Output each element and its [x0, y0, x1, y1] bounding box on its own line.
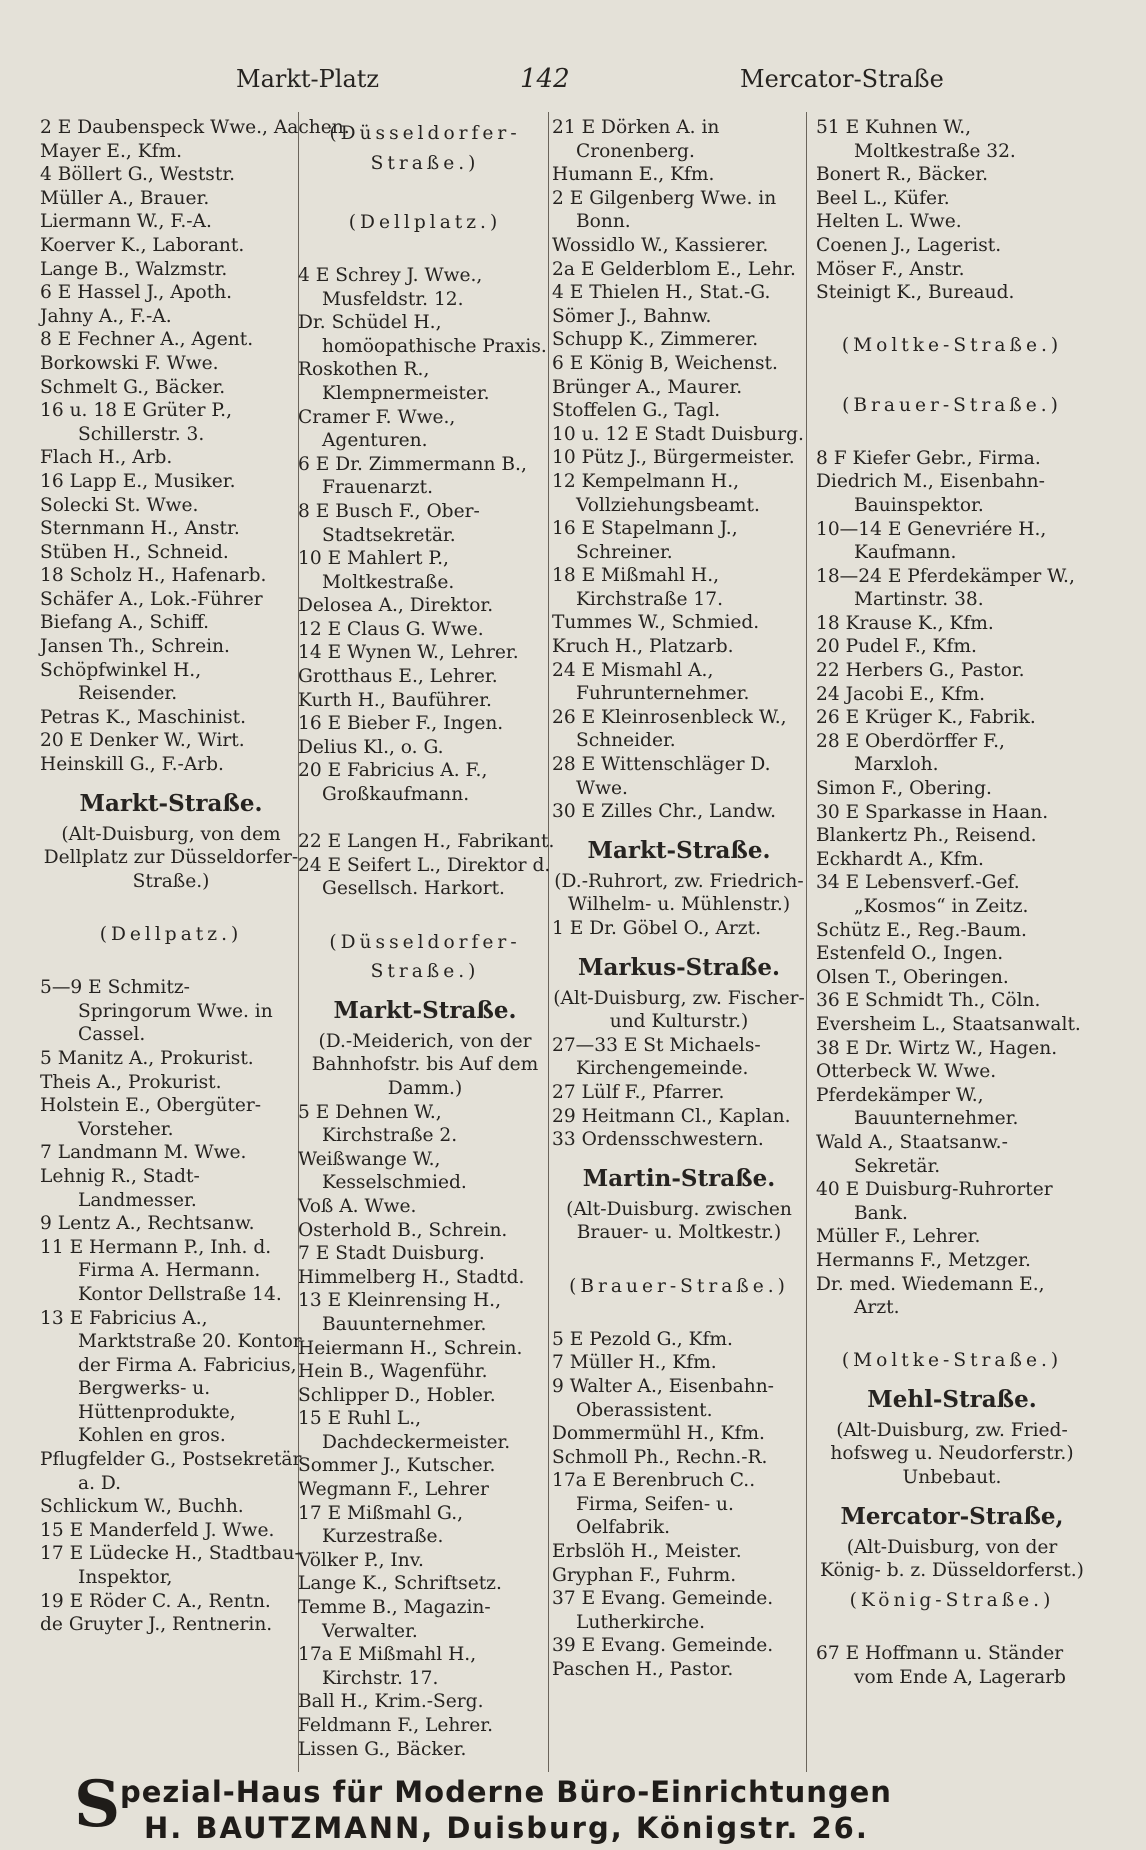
entry: 26 E Kleinrosenbleck W., Schneider. [552, 706, 787, 752]
entry: 38 E Dr. Wirtz W., Hagen. [816, 1037, 1058, 1059]
entry: 12 E Claus G. Wwe. [298, 618, 484, 640]
entry: 17 E Mißmahl G., Kurzestraße. [298, 1502, 464, 1548]
column-2 [298, 116, 555, 1764]
entry: Borkowski F. Wwe. [40, 352, 219, 374]
entry: Estenfeld O., Ingen. [816, 943, 1004, 965]
entry: Solecki St. Wwe. [40, 494, 199, 516]
entry: Liermann W., F.-A. [40, 211, 212, 233]
entry: 18 Krause K., Kfm. [816, 612, 994, 634]
entry: Himmelberg H., Stadtd. [298, 1266, 525, 1288]
street-note: Dellplatz zur Düsseldorfer- [43, 847, 299, 869]
entry: 20 E Denker W., Wirt. [40, 730, 245, 752]
entry: 51 E Kuhnen W., Moltkestraße 32. [816, 117, 1016, 162]
entry: Feldmann F., Lehrer. [298, 1715, 494, 1736]
advertisement-banner [74, 1767, 1076, 1846]
entry: 14 E Wynen W., Lehrer. [298, 642, 519, 664]
entry: 12 Kempelmann H., Vollziehungsbeamt. [552, 470, 760, 516]
entry: Ball H., Krim.-Serg. [298, 1691, 484, 1713]
entry: Stoffelen G., Tagl. [552, 400, 721, 422]
entry: 1 E Dr. Göbel O., Arzt. [552, 918, 761, 939]
entry: 15 E Ruhl L., Dachdeckermeister. [298, 1408, 511, 1453]
entry: Otterbeck W. Wwe. [816, 1061, 997, 1083]
column-1 [40, 116, 350, 1764]
entry: 10 Pütz J., Bürgermeister. [552, 447, 795, 469]
ad-line-2: H. BAUTZMANN, Duisburg, Königstr. 26. [144, 1811, 869, 1845]
entry: 13 E Fabricius A., Marktstraße 20. Kontor der Firma A. Fabricius, Bergwerks- u. Hüttenprodukte, Kohlen en gros. [40, 1307, 302, 1447]
street-note: hofsweg u. Neudorferstr.) [830, 1443, 1074, 1465]
entry: 5 Manitz A., Prokurist. [40, 1047, 254, 1069]
entry: Jansen Th., Schrein. [40, 636, 230, 658]
entry: Wald A., Staatsanw.-Sekretär. [816, 1131, 1008, 1177]
entry: 17a E Mißmahl H., Kirchstr. 17. [298, 1644, 477, 1689]
entry: Voß A. Wwe. [298, 1195, 417, 1217]
entry: Gryphan F., Fuhrm. [552, 1564, 737, 1586]
entry: Coenen J., Lagerist. [816, 234, 1002, 256]
cross-street: (Dellpatz.) [99, 924, 243, 945]
cross-street: (Dellplatz.) [348, 211, 502, 233]
entry: Dr. Schüdel H., homöopathische Praxis. [298, 312, 547, 357]
entry: 20 E Fabricius A. F., Großkaufmann. [298, 760, 488, 806]
entry: 26 E Krüger K., Fabrik. [816, 707, 1036, 729]
entry: Lehnig R., Stadt-Landmesser. [40, 1165, 200, 1211]
cross-street: (Moltke-Straße.) [841, 335, 1063, 357]
entry: Schlickum W., Buchh. [40, 1496, 244, 1518]
entry: Osterhold B., Schrein. [298, 1219, 508, 1241]
entry: 15 E Manderfeld J. Wwe. [40, 1519, 275, 1541]
entry: Hermanns F., Metzger. [816, 1249, 1031, 1271]
entry: 27 Lülf F., Pfarrer. [552, 1081, 725, 1103]
entry: 6 E König B, Weichenst. [552, 352, 778, 374]
cross-street: (Düsseldorfer- [329, 123, 521, 144]
street-note: König- b. z. Düsseldorferst.) [820, 1560, 1084, 1582]
header-right: Mercator-Straße [740, 65, 944, 93]
entry: Flach H., Arb. [40, 447, 173, 469]
entry: Müller F., Lehrer. [816, 1226, 981, 1248]
street-note: Unbebaut. [902, 1467, 1002, 1489]
entry: Pferdekämper W., Bauunternehmer. [816, 1084, 1019, 1130]
street-note: (Alt-Duisburg. zwischen [566, 1198, 792, 1220]
entry: 24 E Mismahl A., Fuhrunternehmer. [552, 659, 750, 705]
entry: Heiermann H., Schrein. [298, 1337, 523, 1359]
entry: Kurth H., Bauführer. [298, 689, 492, 711]
entry: 19 E Röder C. A., Rentn. [40, 1590, 271, 1612]
entry: Paschen H., Pastor. [552, 1659, 734, 1681]
entry: Eversheim L., Staatsanwalt. [816, 1013, 1081, 1035]
entry: Sternmann H., Anstr. [40, 518, 240, 540]
entry: Mayer E., Kfm. [40, 140, 183, 162]
entry: 16 Lapp E., Musiker. [40, 470, 236, 492]
entry: 7 E Stadt Duisburg. [298, 1243, 485, 1265]
entry: 29 Heitmann Cl., Kaplan. [552, 1105, 791, 1127]
entry: Tummes W., Schmied. [552, 612, 760, 634]
entry: 22 Herbers G., Pastor. [816, 660, 1025, 682]
street-heading: Mercator-Straße, [840, 1502, 1064, 1530]
entry: 28 E Wittenschläger D. Wwe. [552, 754, 771, 799]
entry: Schütz E., Reg.-Baum. [816, 919, 1027, 941]
entry: 27—33 E St Michaels-Kirchengemeinde. [552, 1034, 761, 1080]
entry: 7 Müller H., Kfm. [552, 1352, 717, 1374]
entry: Müller A., Brauer. [40, 187, 210, 209]
entry: Grotthaus E., Lehrer. [298, 666, 498, 688]
entry: Wossidlo W., Kassierer. [552, 234, 769, 256]
entry: Heinskill G., F.-Arb. [40, 754, 224, 776]
entry: Brünger A., Maurer. [552, 376, 743, 398]
entry: Weißwange W., Kesselschmied. [298, 1148, 467, 1194]
street-note: (D.-Ruhrort, zw. Friedrich- [554, 870, 804, 892]
entry: Petras K., Maschinist. [40, 706, 247, 728]
entry: Temme B., Magazin-Verwalter. [298, 1597, 491, 1642]
entry: 10 E Mahlert P., Moltkestraße. [298, 548, 455, 593]
column-3 [552, 116, 806, 1764]
column-4 [816, 116, 1088, 1764]
entry: 7 Landmann M. Wwe. [40, 1142, 247, 1164]
entry: 40 E Duisburg-Ruhrorter Bank. [816, 1179, 1053, 1224]
entry: Schmelt G., Bäcker. [40, 376, 226, 398]
entry: 4 Böllert G., Weststr. [40, 164, 236, 186]
entry: Olsen T., Oberingen. [816, 966, 1009, 988]
entry: Pflugfelder G., Postsekretär a. D. [40, 1449, 302, 1494]
entry: 34 E Lebensverf.-Gef. „Kosmos“ in Zeitz. [816, 872, 1029, 917]
street-heading: Mehl-Straße. [867, 1385, 1037, 1413]
ad-initial-letter: S [74, 1767, 121, 1842]
entry: Schmoll Ph., Rechn.-R. [552, 1446, 768, 1468]
entry: Dr. med. Wiedemann E., Arzt. [816, 1273, 1045, 1319]
entry: Möser F., Anstr. [816, 258, 965, 280]
entry: Sömer J., Bahnw. [552, 305, 712, 327]
entry: Schäfer A., Lok.-Führer [40, 588, 263, 610]
page-number: 142 [520, 64, 570, 94]
ad-line-1: pezial-Haus für Moderne Büro-Einrichtungen [120, 1775, 892, 1809]
column-divider [806, 112, 807, 1772]
entry: Schöpfwinkel H., Reisender. [40, 659, 202, 705]
entry: Beel L., Küfer. [816, 187, 950, 209]
cross-street: Straße.) [370, 961, 480, 983]
header-left: Markt-Platz [236, 65, 380, 93]
entry: Blankertz Ph., Reisend. [816, 825, 1037, 847]
street-note: (Alt-Duisburg, zw. Fried- [836, 1419, 1068, 1441]
entry: Erbslöh H., Meister. [552, 1541, 742, 1563]
entry: 39 E Evang. Gemeinde. [552, 1635, 774, 1657]
street-note: (D.-Meiderich, von der [318, 1030, 532, 1052]
entry: 13 E Kleinrensing H., Bauunternehmer. [298, 1290, 501, 1335]
entry: Helten L. Wwe. [816, 211, 962, 233]
entry: Jahny A., F.-A. [40, 305, 172, 327]
entry: Cramer F. Wwe., Agenturen. [298, 406, 456, 452]
entry: 21 E Dörken A. in Cronenberg. [552, 117, 720, 162]
entry: 6 E Dr. Zimmermann B., Frauenarzt. [298, 453, 527, 499]
entry: 5—9 E Schmitz-Springorum Wwe. in Cassel. [40, 977, 273, 1046]
entry: Völker P., Inv. [298, 1549, 424, 1571]
entry: 4 E Thielen H., Stat.-G. [552, 282, 771, 304]
entry: 20 Pudel F., Kfm. [816, 636, 977, 658]
entry: 18—24 E Pferdekämper W., Martinstr. 38. [816, 565, 1075, 611]
street-note: Damm.) [387, 1077, 463, 1099]
entry: 16 u. 18 E Grüter P., Schillerstr. 3. [40, 400, 232, 445]
entry: Sommer J., Kutscher. [298, 1455, 496, 1477]
entry: Simon F., Obering. [816, 778, 992, 800]
entry: 10 u. 12 E Stadt Duisburg. [552, 423, 804, 445]
street-heading: Martin-Straße. [582, 1164, 776, 1192]
entry: Kruch H., Platzarb. [552, 636, 734, 658]
entry: 37 E Evang. Gemeinde. Lutherkirche. [552, 1588, 774, 1633]
entry: Theis A., Prokurist. [40, 1071, 222, 1093]
entry: 6 E Hassel J., Apoth. [40, 282, 233, 304]
entry: de Gruyter J., Rentnerin. [40, 1614, 273, 1636]
entry: 67 E Hoffmann u. Ständer vom Ende A, Lagerarb [816, 1643, 1066, 1688]
entry: 8 E Busch F., Ober-Stadtsekretär. [298, 500, 480, 546]
entry: Steinigt K., Bureaud. [816, 282, 1015, 304]
street-note: (Alt-Duisburg, von dem [61, 823, 281, 845]
entry: 33 Ordensschwestern. [552, 1129, 764, 1151]
entry: Wegmann F., Lehrer [298, 1479, 489, 1501]
cross-street: (König-Straße.) [849, 1589, 1055, 1611]
entry: Hein B., Wagenführ. [298, 1361, 488, 1383]
entry: 24 E Seifert L., Direktor d. Gesellsch. Harkort. [298, 854, 551, 900]
entry: 16 E Stapelmann J., Schreiner. [552, 518, 738, 563]
street-heading: Markt-Straße. [333, 996, 517, 1024]
entry: 22 E Langen H., Fabrikant. [298, 831, 555, 853]
entry: Lange B., Walzmstr. [40, 258, 228, 280]
entry: Lange K., Schriftsetz. [298, 1573, 502, 1595]
entry: 8 F Kiefer Gebr., Firma. [816, 447, 1041, 469]
entry: 36 E Schmidt Th., Cöln. [816, 990, 1041, 1012]
entry: Bonert R., Bäcker. [816, 164, 989, 186]
street-heading: Markt-Straße. [79, 789, 263, 817]
entry: Stüben H., Schneid. [40, 541, 229, 563]
entry: 10—14 E Genevriére H., Kaufmann. [816, 518, 1047, 564]
entry: Delius Kl., o. G. [298, 736, 444, 758]
entry: 9 Walter A., Eisenbahn-Oberassistent. [552, 1375, 774, 1421]
entry: 28 E Oberdörffer F., Marxloh. [816, 730, 1005, 776]
entry: 9 Lentz A., Rechtsanw. [40, 1213, 255, 1235]
entry: Eckhardt A., Kfm. [816, 848, 984, 870]
entry: Schlipper D., Hobler. [298, 1384, 496, 1406]
entry: Biefang A., Schiff. [40, 612, 210, 634]
entry: 8 E Fechner A., Agent. [40, 329, 254, 351]
street-note: Straße.) [132, 870, 210, 892]
street-note: Brauer- u. Moltkestr.) [576, 1222, 782, 1244]
street-note: und Kulturstr.) [609, 1011, 749, 1033]
entry: Roskothen R., Klempnermeister. [298, 359, 490, 404]
entry: 17 E Lüdecke H., Stadtbau-Inspektor, [40, 1543, 301, 1589]
entry: Holstein E., Obergüter-Vorsteher. [40, 1095, 262, 1140]
entry: 2a E Gelderblom E., Lehr. [552, 258, 796, 280]
entry: 5 E Pezold G., Kfm. [552, 1328, 733, 1350]
entry: 30 E Sparkasse in Haan. [816, 801, 1049, 823]
entry: Dommermühl H., Kfm. [552, 1423, 765, 1445]
entry: 4 E Schrey J. Wwe., Musfeldstr. 12. [298, 264, 483, 310]
entry: Lissen G., Bäcker. [298, 1738, 467, 1760]
entry: Koerver K., Laborant. [40, 234, 245, 256]
cross-street: (Brauer-Straße.) [569, 1275, 789, 1297]
entry: 18 Scholz H., Hafenarb. [40, 565, 267, 587]
street-note: Bahnhofstr. bis Auf dem [311, 1054, 539, 1076]
street-note: Wilhelm- u. Mühlenstr.) [567, 894, 791, 916]
entry: Diedrich M., Eisenbahn-Bauinspektor. [816, 471, 1045, 516]
cross-street: (Brauer-Straße.) [842, 394, 1062, 416]
entry: 30 E Zilles Chr., Landw. [552, 801, 776, 823]
entry: 2 E Gilgenberg Wwe. in Bonn. [552, 187, 777, 233]
entry: 17a E Berenbruch C.. Firma, Seifen- u. Oelfabrik. [552, 1470, 756, 1539]
entry: 2 E Daubenspeck Wwe., Aachen. [40, 117, 350, 138]
entry: Delosea A., Direktor. [298, 595, 494, 617]
cross-street: Straße.) [370, 152, 480, 174]
entry: 18 E Mißmahl H., Kirchstraße 17. [552, 565, 724, 610]
street-heading: Markus-Straße. [577, 953, 780, 981]
entry: 16 E Bieber F., Ingen. [298, 713, 504, 735]
cross-street: (Düsseldorfer- [329, 931, 521, 953]
entry: Humann E., Kfm. [552, 164, 715, 186]
entry: 11 E Hermann P., Inh. d. Firma A. Hermann. Kontor Dellstraße 14. [40, 1236, 282, 1305]
entry: 5 E Dehnen W., Kirchstraße 2. [298, 1101, 458, 1147]
entry: Schupp K., Zimmerer. [552, 329, 759, 351]
cross-street: (Moltke-Straße.) [841, 1350, 1063, 1372]
street-note: (Alt-Duisburg, von der [846, 1536, 1058, 1558]
street-note: (Alt-Duisburg, zw. Fischer- [553, 987, 805, 1009]
entry: 24 Jacobi E., Kfm. [816, 683, 986, 705]
street-heading: Markt-Straße. [587, 836, 771, 864]
